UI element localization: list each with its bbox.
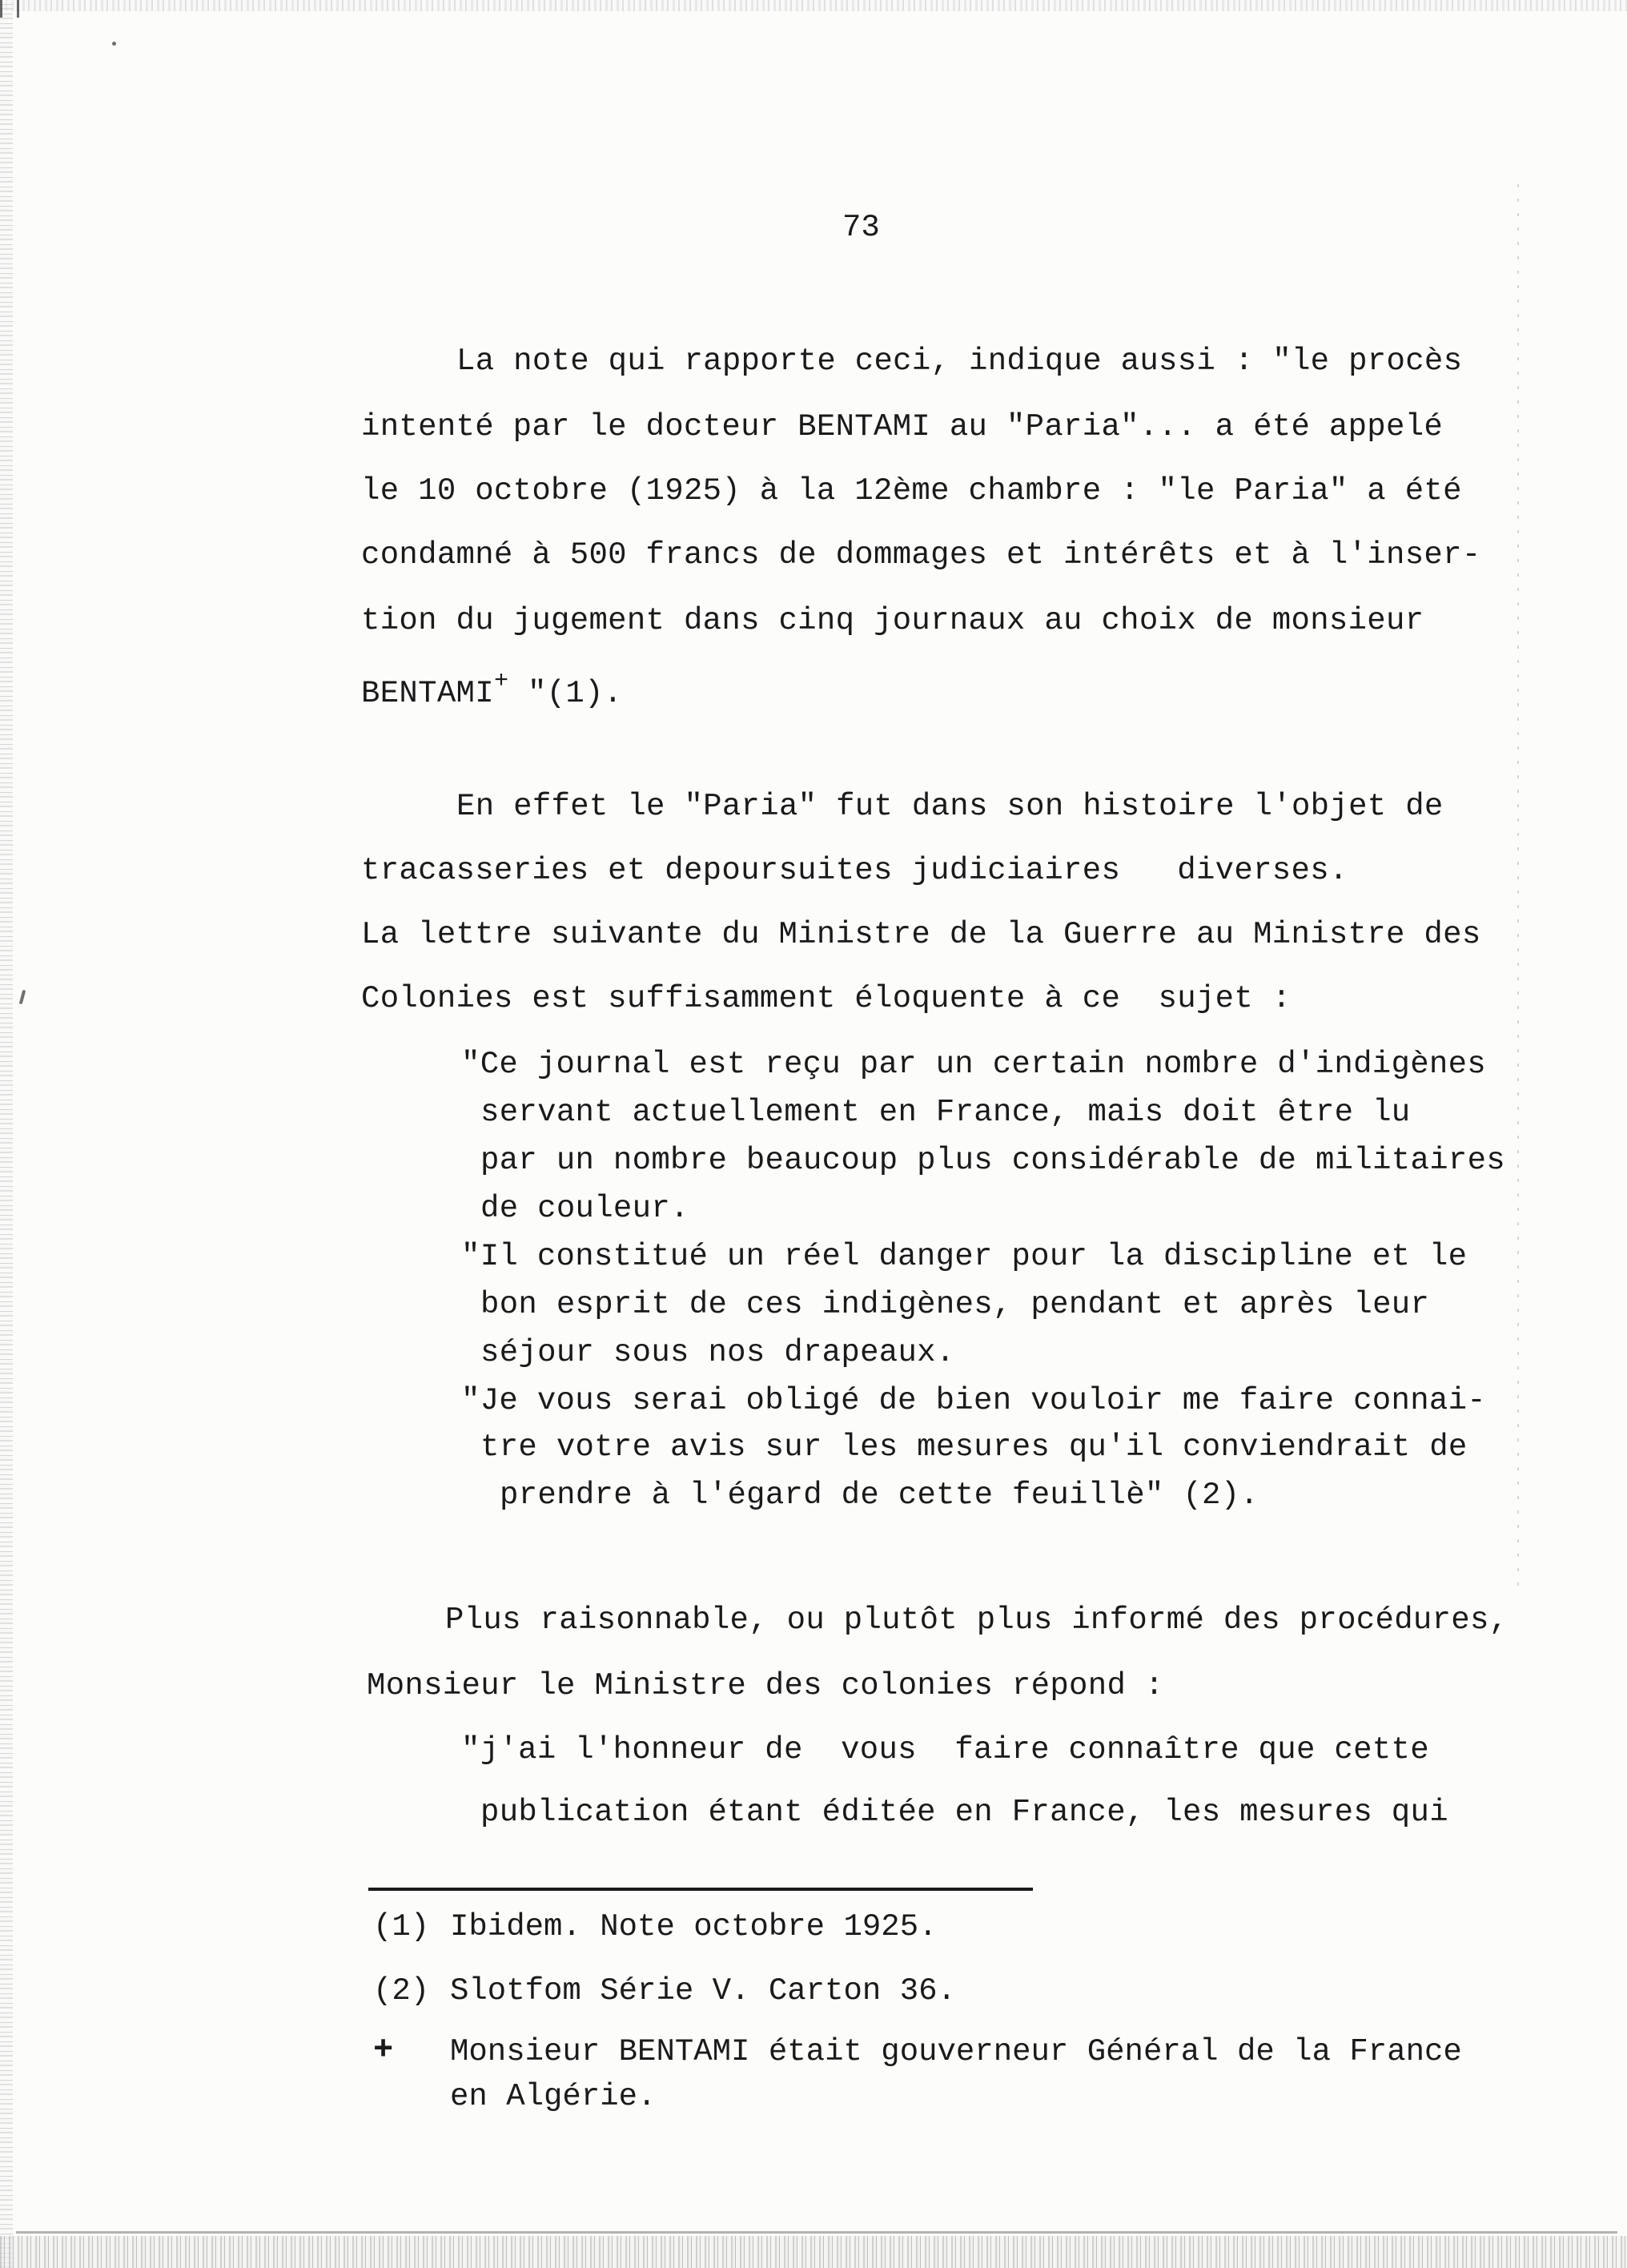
scan-bottom-edge (0, 2236, 1627, 2268)
paragraph2-line: Colonies est suffisamment éloquente à ce sujet : (361, 981, 1292, 1016)
quote1-line: "Ce journal est reçu par un certain nombre d'indigènes (461, 1047, 1487, 1082)
footnote-plus-marker: + (493, 668, 509, 695)
footnote-marker: + (373, 2031, 394, 2069)
paragraph1-line: intenté par le docteur BENTAMI au "Paria"... a été appelé (361, 409, 1444, 444)
paragraph3-line: Monsieur le Ministre des colonies répond : (367, 1668, 1164, 1703)
scan-bottom-line (16, 2231, 1617, 2234)
paragraph1-line: condamné à 500 francs de dommages et intérêts et à l'inser- (361, 537, 1481, 573)
quote1-line: servant actuellement en France, mais doit être lu (480, 1095, 1411, 1130)
quote1-line: séjour sous nos drapeaux. (480, 1335, 955, 1370)
quote1-line: tre votre avis sur les mesures qu'il conviendrait de (480, 1430, 1468, 1465)
paragraph3-line: Plus raisonnable, ou plutôt plus informé des procédures, (445, 1602, 1508, 1638)
footnote-marker: (1) (373, 1909, 430, 1944)
scan-right-edge (1517, 184, 1519, 1586)
quote1-line: de couleur. (480, 1191, 689, 1226)
paragraph2-line: tracasseries et depoursuites judiciaires diverses. (361, 853, 1348, 888)
paragraph1-line: La note qui rapporte ceci, indique aussi : "le procès (456, 344, 1463, 379)
speck (19, 990, 26, 1004)
quote1-line: par un nombre beaucoup plus considérable de militaires (480, 1143, 1506, 1178)
quote1-line: "Il constitué un réel danger pour la discipline et le (461, 1239, 1468, 1274)
footnote-text: en Algérie. (450, 2079, 657, 2114)
page-number: 73 (842, 210, 880, 245)
quote2-line: publication étant éditée en France, les mesures qui (480, 1795, 1448, 1830)
corner-mark (0, 0, 19, 18)
quote1-line: "Je vous serai obligé de bien vouloir me faire connai- (461, 1383, 1487, 1418)
bentami-name: BENTAMI (361, 676, 494, 711)
quote2-line: "j'ai l'honneur de vous faire connaître que cette (461, 1732, 1429, 1767)
footnote-text: Monsieur BENTAMI était gouverneur Général de la France (450, 2034, 1462, 2069)
footnote-marker: (2) (373, 1973, 430, 2009)
scan-left-edge (0, 0, 13, 2268)
footnote-text: Slotfom Série V. Carton 36. (450, 1973, 956, 2009)
footnote-rule (368, 1888, 1033, 1891)
footnote-text: Ibidem. Note octobre 1925. (450, 1909, 938, 1944)
paragraph1-line-bentami (361, 670, 622, 710)
speck (112, 42, 116, 46)
paragraph1-line: le 10 octobre (1925) à la 12ème chambre : "le Paria" a été (361, 473, 1462, 509)
quote1-line: prendre à l'égard de cette feuillè" (2). (500, 1478, 1259, 1513)
quote1-line: bon esprit de ces indigènes, pendant et après leur (480, 1287, 1430, 1322)
scan-top-edge (0, 0, 1627, 11)
footnote-ref: "(1). (508, 676, 623, 711)
paragraph2-line: La lettre suivante du Ministre de la Guerre au Ministre des (361, 917, 1481, 952)
paragraph1-line: tion du jugement dans cinq journaux au choix de monsieur (361, 603, 1424, 638)
paragraph2-line: En effet le "Paria" fut dans son histoire l'objet de (456, 789, 1444, 824)
